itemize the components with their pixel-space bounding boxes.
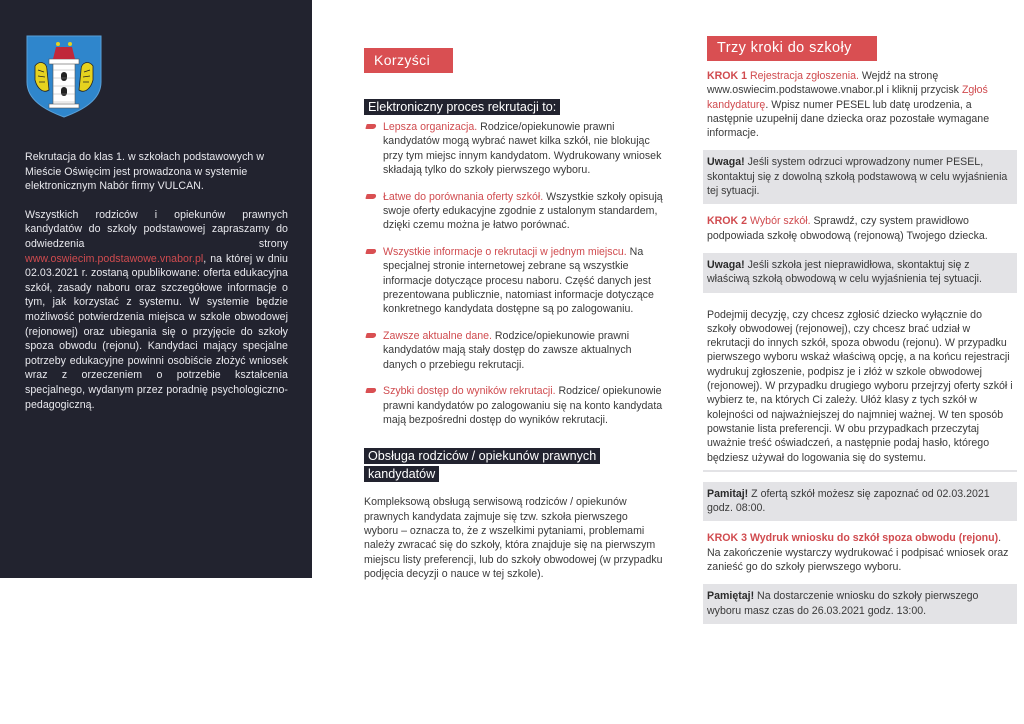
benefit-title: Wszystkie informacje o rekrutacji w jednym miejscu.	[383, 245, 627, 258]
note-1-text: Jeśli system odrzuci wprowadzony numer PESEL, skontaktuj się z dowolną szkołą podstawową w celu wyjaśnienia tej sytuacji.	[707, 156, 1008, 198]
benefit-text: Wszystkie szkoły opisują swoje oferty edukacyjne zgodnie z ustalonym standardem, dzięki czemu można je łatwo porównać.	[383, 190, 663, 232]
step-1	[707, 69, 1017, 140]
list-item	[364, 190, 664, 233]
benefit-title: Lepsza organizacja.	[383, 121, 478, 133]
service-text: Kompleksową obsługą serwisową rodziców / opiekunów prawnych kandydata zajmuje się tzw. szkoła pierwszego wyboru – oznacza to, że z wszelkimi pytaniami, problemami należy zwracać się do szkoły, która znajduje się na pierwszym miejscu listy preferencji, lub do szkoły obwodowej (w przypadku podjęcia decyzji o nauce w tej szkole).	[364, 496, 663, 580]
benefit-text: Rodzice/opiekunowie prawni kandydatów mają stały dostęp do zawsze aktualnych danych o przebiegu rekrutacji.	[383, 329, 632, 371]
oswiecim-coat-of-arms-icon	[25, 34, 103, 118]
benefits-subheading: Elektroniczny proces rekrutacji to:	[364, 99, 560, 115]
note-4-text: Na dostarczenie wniosku do szkoły pierwszego wyboru masz czas do 26.03.2021 godz. 13:00.	[707, 590, 979, 617]
step-3	[707, 531, 1017, 574]
bullet-marker-icon	[365, 194, 376, 199]
benefits-subheading-wrap	[364, 98, 624, 116]
benefits-heading: Korzyści	[364, 48, 453, 73]
step-1-text-end: . Wpisz numer PESEL lub datę urodzenia, a następnie uzupełnij dane dziecka oraz pozostałe wymagane informacje.	[707, 98, 990, 140]
service-heading: Obsługa rodziców / opiekunów prawnych kandydatów	[364, 448, 600, 482]
list-item	[364, 120, 664, 178]
bullet-marker-icon	[365, 249, 376, 254]
bullet-marker-icon	[365, 388, 376, 393]
benefit-title: Łatwe do porównania oferty szkół.	[383, 190, 544, 203]
step-1-label: KROK 1	[707, 70, 748, 82]
benefit-text: Rodzice/opiekunowie prawni kandydatów mogą wybrać nawet kilka szkół, nie blokując przy tym miejsc innym kandydatom. Wydrukowany wniosek składają tylko do szkoły pierwszego wyboru.	[383, 121, 662, 177]
bullet-marker-icon	[365, 333, 376, 338]
step-2-label: KROK 2	[707, 215, 748, 228]
step-1-text: Wejdź na stronę www.oswiecim.podstawowe.vnabor.pl i kliknij przycisk	[707, 70, 962, 97]
step-3-label: KROK 3 Wydruk wniosku do szkół spoza obwodu (rejonu)	[707, 532, 999, 545]
service-heading-wrap	[364, 447, 624, 483]
note-2-text: Jeśli szkoła jest nieprawidłowa, skontaktuj się z właściwą szkołą obwodową w celu wyjaśnienia tej sytuacji.	[707, 258, 982, 286]
recruitment-site-link[interactable]: www.oswiecim.podstawowe.vnabor.pl	[25, 252, 204, 265]
step-1-title: Rejestracja zgłoszenia.	[747, 70, 859, 82]
step-2-title: Wybór szkół.	[747, 215, 811, 228]
invite-text-start: Wszystkich rodziców i opiekunów prawnych kandydatów do szkoły podstawowej zapraszamy do odwiedzenia strony	[25, 208, 288, 250]
note-3	[703, 482, 1017, 522]
step-2-text: Sprawdź, czy system prawidłowo podpowiada szkołę obwodową (rejonową) Twojego dziecka.	[707, 215, 988, 242]
intro-text: Rekrutacja do klas 1. w szkołach podstawowych w Mieście Oświęcim jest prowadzona w systemie elektronicznym Nabór firmy VULCAN.	[25, 151, 265, 193]
steps-column	[707, 0, 1017, 634]
note-3-text: Z ofertą szkół możesz się zapoznać od 02.03.2021 godz. 08:00.	[707, 487, 990, 515]
submit-candidacy-link[interactable]: Zgłoś kandydaturę	[707, 84, 988, 111]
list-item	[364, 384, 664, 427]
benefits-column	[364, 0, 664, 581]
note-1-label: Uwaga!	[707, 156, 745, 169]
note-4-label: Pamiętaj!	[707, 590, 755, 603]
invite-text	[25, 208, 288, 412]
steps-heading: Trzy kroki do szkoły	[707, 36, 877, 61]
note-2	[703, 253, 1017, 293]
note-4	[703, 584, 1017, 624]
benefits-list	[364, 120, 664, 427]
benefit-title: Zawsze aktualne dane.	[383, 329, 492, 342]
decision-text: Podejmij decyzję, czy chcesz zgłosić dziecko wyłącznie do szkoły obwodowej (rejonowej), czy chcesz brać udział w rekrutacji do innych szkół, spoza obwodu (rejonu). W przypadku pierwszego wyboru wskaż właściwą opcję, a na końcu rejestracji wydrukuj zgłoszenie, podpisz je i złóż w szkole obwodowej (rejonowej). W przypadku drugiego wyboru przejrzyj oferty szkół i wybierz te, na których Ci zależy. Ułóż klasy z tych szkół w kolejności od najważniejszej do najmniej ważnej. W ten sposób powstanie lista preferencji. W obu przypadkach przeczytaj uważnie treść oświadczeń, a następnie podaj hasło, którego będziesz używał do logowania się do systemu.	[703, 303, 1017, 472]
list-item	[364, 329, 664, 372]
benefit-text: Rodzice/ opiekunowie prawni kandydatów po zalogowaniu się na konto kandydata mają bezpośredni dostęp do wyników rekrutacji.	[383, 385, 663, 426]
step-2	[707, 214, 1017, 243]
note-1	[703, 150, 1017, 204]
step-3-text: . Na zakończenie wystarczy wydrukować i podpisać wniosek oraz zanieść go do szkoły pierwszego wyboru.	[707, 532, 1009, 574]
note-3-label: Pamitaj!	[707, 487, 749, 500]
note-2-label: Uwaga!	[707, 258, 745, 271]
list-item	[364, 245, 664, 317]
benefit-title: Szybki dostęp do wyników rekrutacji.	[383, 385, 556, 398]
left-info-panel	[0, 0, 312, 578]
invite-text-end: , na której w dniu 02.03.2021 r. zostaną opublikowane: oferta edukacyjna szkół, zasady naboru oraz szczegółowe informacje o tym, jak korzystać z systemu. W systemie będzie możliwość potwierdzenia miejsca w szkole obwodowej (rejonowej) oraz ubiegania się o przyjęcie do szkoły spoza obwodu (rejonu). Kandydaci mający specjalne potrzeby edukacyjne powinni osobiście złożyć wniosek wraz z orzeczeniem o potrzebie kształcenia specjalnego, wydanym przez poradnię psychologiczno-pedagogiczną.	[25, 252, 288, 411]
benefit-text: Na specjalnej stronie internetowej zebrane są wszystkie informacje dotyczące procesu naboru. Część danych jest prezentowana publicznie, natomiast informacje dotyczące konkretnego kandydata dostępne są po zalogowaniu.	[383, 245, 654, 316]
bullet-marker-icon	[365, 124, 376, 129]
